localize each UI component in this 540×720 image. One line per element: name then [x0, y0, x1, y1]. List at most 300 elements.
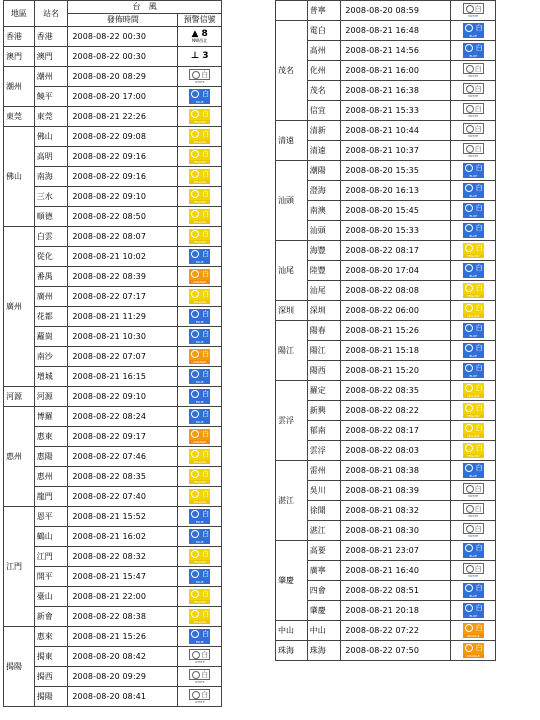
- table-row: [4, 627, 222, 647]
- table-row: [276, 421, 496, 441]
- signal-cell: [178, 267, 222, 287]
- yellow-typhoon-signal-icon: 白 YELLOW: [463, 303, 484, 318]
- station-cell: 惠陽: [34, 447, 68, 467]
- table-row: [4, 187, 222, 207]
- signal-cell: [451, 501, 496, 521]
- time-cell: 2008-08-21 15:18: [341, 341, 451, 361]
- time-cell: 2008-08-21 16:00: [341, 61, 451, 81]
- region-cell: 惠州: [4, 407, 35, 507]
- station-cell: 電白: [307, 21, 341, 41]
- time-cell: 2008-08-22 00:30: [68, 47, 178, 67]
- table-row: [276, 501, 496, 521]
- station-cell: 新會: [34, 607, 68, 627]
- table-row: [4, 127, 222, 147]
- signal-cell: [451, 641, 496, 661]
- region-cell: 澳門: [4, 47, 35, 67]
- time-cell: 2008-08-21 15:26: [68, 627, 178, 647]
- region-cell: 潮州: [4, 67, 35, 107]
- macau-signal-value: 3: [202, 51, 209, 61]
- region-header: 地區: [4, 1, 35, 27]
- station-cell: 香港: [34, 27, 68, 47]
- blue-typhoon-signal-icon: 白 BLUE: [189, 329, 210, 344]
- signal-cell: [451, 161, 496, 181]
- table-row: [4, 387, 222, 407]
- signal-cell: [178, 347, 222, 367]
- time-cell: 2008-08-20 17:04: [341, 261, 451, 281]
- region-cell: 揭陽: [4, 627, 35, 707]
- station-cell: 臺山: [34, 587, 68, 607]
- station-cell: 肇慶: [307, 601, 341, 621]
- station-cell: 羅定: [307, 381, 341, 401]
- station-cell: 澄海: [307, 181, 341, 201]
- table-row: [276, 41, 496, 61]
- blue-typhoon-signal-icon: 白 BLUE: [463, 343, 484, 358]
- station-cell: 番禺: [34, 267, 68, 287]
- station-cell: 增城: [34, 367, 68, 387]
- signal-cell: [451, 301, 496, 321]
- signal-cell: [178, 427, 222, 447]
- time-cell: 2008-08-21 08:39: [341, 481, 451, 501]
- signal-cell: [451, 581, 496, 601]
- signal-cell: [451, 601, 496, 621]
- station-cell: 高要: [307, 541, 341, 561]
- white-typhoon-signal-icon: 白 WHITE: [463, 63, 484, 78]
- time-cell: 2008-08-20 08:42: [68, 647, 178, 667]
- signal-cell: [451, 221, 496, 241]
- white-typhoon-signal-icon: 白 WHITE: [189, 69, 210, 84]
- left-table-body: [4, 27, 222, 707]
- signal-cell: [178, 627, 222, 647]
- station-cell: 龍門: [34, 487, 68, 507]
- table-row: [4, 327, 222, 347]
- station-cell: 博羅: [34, 407, 68, 427]
- blue-typhoon-signal-icon: 白 BLUE: [463, 223, 484, 238]
- time-cell: 2008-08-20 08:59: [341, 1, 451, 21]
- time-cell: 2008-08-20 16:13: [341, 181, 451, 201]
- time-cell: 2008-08-21 10:02: [68, 247, 178, 267]
- station-cell: 南澳: [307, 201, 341, 221]
- station-cell: 開平: [34, 567, 68, 587]
- blue-typhoon-signal-icon: 白 BLUE: [189, 389, 210, 404]
- blue-typhoon-signal-icon: 白 BLUE: [189, 89, 210, 104]
- yellow-typhoon-signal-icon: 白 YELLOW: [189, 609, 210, 624]
- blue-typhoon-signal-icon: 白 BLUE: [189, 369, 210, 384]
- time-cell: 2008-08-22 08:22: [341, 401, 451, 421]
- table-row: [4, 447, 222, 467]
- station-cell: 汕頭: [307, 221, 341, 241]
- table-row: [276, 441, 496, 461]
- signal-cell: [451, 381, 496, 401]
- time-cell: 2008-08-22 07:07: [68, 347, 178, 367]
- table-row: [4, 687, 222, 707]
- station-cell: 吳川: [307, 481, 341, 501]
- blue-typhoon-signal-icon: 白 BLUE: [189, 629, 210, 644]
- region-cell: 廣州: [4, 227, 35, 387]
- yellow-typhoon-signal-icon: 白 YELLOW: [189, 289, 210, 304]
- station-cell: 惠州: [34, 467, 68, 487]
- station-cell: 惠東: [34, 427, 68, 447]
- station-cell: 普寧: [307, 1, 341, 21]
- table-row: [276, 581, 496, 601]
- signal-cell: [451, 81, 496, 101]
- station-cell: 陽江: [307, 341, 341, 361]
- region-cell: 肇慶: [276, 541, 308, 621]
- region-cell: 中山: [276, 621, 308, 641]
- time-cell: 2008-08-21 15:26: [341, 321, 451, 341]
- yellow-typhoon-signal-icon: 白 YELLOW: [189, 209, 210, 224]
- white-typhoon-signal-icon: 白 WHITE: [463, 103, 484, 118]
- blue-typhoon-signal-icon: 白 BLUE: [463, 603, 484, 618]
- table-row: [276, 461, 496, 481]
- table-row: [276, 341, 496, 361]
- station-cell: 河源: [34, 387, 68, 407]
- yellow-typhoon-signal-icon: 白 YELLOW: [189, 129, 210, 144]
- table-row: [4, 367, 222, 387]
- station-cell: 四會: [307, 581, 341, 601]
- table-row: [276, 381, 496, 401]
- right-warning-table: [275, 0, 496, 661]
- station-cell: 潮陽: [307, 161, 341, 181]
- signal-cell: [451, 621, 496, 641]
- time-cell: 2008-08-20 15:35: [341, 161, 451, 181]
- signal-cell: [178, 647, 222, 667]
- signal-cell: [178, 447, 222, 467]
- table-row: [276, 241, 496, 261]
- table-row: [4, 587, 222, 607]
- table-row: [4, 307, 222, 327]
- table-row: [276, 601, 496, 621]
- time-cell: 2008-08-22 08:39: [68, 267, 178, 287]
- table-row: [4, 667, 222, 687]
- time-cell: 2008-08-22 08:07: [68, 227, 178, 247]
- blue-typhoon-signal-icon: 白 BLUE: [463, 583, 484, 598]
- table-row: [4, 407, 222, 427]
- signal-cell: [451, 361, 496, 381]
- station-cell: 潮州: [34, 67, 68, 87]
- signal-cell: [451, 201, 496, 221]
- table-row: [276, 201, 496, 221]
- signal-cell: [178, 247, 222, 267]
- white-typhoon-signal-icon: 白 WHITE: [463, 503, 484, 518]
- table-row: [4, 87, 222, 107]
- region-cell: 湛江: [276, 461, 308, 541]
- time-cell: 2008-08-22 08:35: [341, 381, 451, 401]
- blue-typhoon-signal-icon: 白 BLUE: [189, 529, 210, 544]
- table-row: [4, 607, 222, 627]
- blue-typhoon-signal-icon: 白 BLUE: [189, 409, 210, 424]
- signal-header: 預警信號: [178, 14, 222, 27]
- blue-typhoon-signal-icon: 白 BLUE: [189, 309, 210, 324]
- station-cell: 東莞: [34, 107, 68, 127]
- white-typhoon-signal-icon: 白 WHITE: [463, 123, 484, 138]
- time-cell: 2008-08-21 15:52: [68, 507, 178, 527]
- table-row: [276, 81, 496, 101]
- station-cell: 雲浮: [307, 441, 341, 461]
- time-cell: 2008-08-22 08:17: [341, 241, 451, 261]
- signal-cell: [451, 561, 496, 581]
- time-cell: 2008-08-20 15:45: [341, 201, 451, 221]
- table-row: [4, 267, 222, 287]
- station-cell: 澳門: [34, 47, 68, 67]
- table-row: [276, 321, 496, 341]
- time-cell: 2008-08-21 10:30: [68, 327, 178, 347]
- blue-typhoon-signal-icon: 白 BLUE: [189, 509, 210, 524]
- signal-cell: [451, 521, 496, 541]
- table-row: [4, 247, 222, 267]
- station-cell: 新興: [307, 401, 341, 421]
- blue-typhoon-signal-icon: 白 BLUE: [463, 463, 484, 478]
- signal-cell: [451, 421, 496, 441]
- station-cell: 陽春: [307, 321, 341, 341]
- orange-typhoon-signal-icon: 白 ORANGE: [189, 429, 210, 444]
- signal-cell: [178, 487, 222, 507]
- blue-typhoon-signal-icon: 白 BLUE: [189, 249, 210, 264]
- region-cell: 清遠: [276, 121, 308, 161]
- time-cell: 2008-08-21 16:40: [341, 561, 451, 581]
- hk-typhoon-signal-icon: ▲ 8 NW西北: [178, 29, 221, 43]
- yellow-typhoon-signal-icon: 白 YELLOW: [463, 243, 484, 258]
- signal-cell: [178, 207, 222, 227]
- time-cell: 2008-08-21 08:38: [341, 461, 451, 481]
- table-row: [276, 481, 496, 501]
- time-cell: 2008-08-21 16:48: [341, 21, 451, 41]
- station-cell: 中山: [307, 621, 341, 641]
- signal-cell: [451, 21, 496, 41]
- region-cell: 香港: [4, 27, 35, 47]
- yellow-typhoon-signal-icon: 白 YELLOW: [463, 403, 484, 418]
- time-cell: 2008-08-22 09:10: [68, 387, 178, 407]
- signal-cell: [178, 127, 222, 147]
- signal-cell: [451, 321, 496, 341]
- signal-cell: [451, 481, 496, 501]
- time-cell: 2008-08-22 09:16: [68, 147, 178, 167]
- blue-typhoon-signal-icon: 白 BLUE: [463, 263, 484, 278]
- signal-cell: [178, 227, 222, 247]
- table-row: [4, 567, 222, 587]
- table-row: [4, 647, 222, 667]
- time-cell: 2008-08-22 08:35: [68, 467, 178, 487]
- yellow-typhoon-signal-icon: 白 YELLOW: [189, 449, 210, 464]
- time-cell: 2008-08-22 08:32: [68, 547, 178, 567]
- signal-cell: [178, 327, 222, 347]
- table-row: [276, 301, 496, 321]
- station-cell: 揭東: [34, 647, 68, 667]
- table-row: [4, 147, 222, 167]
- station-cell: 海豐: [307, 241, 341, 261]
- station-cell: 江門: [34, 547, 68, 567]
- signal-cell: [451, 441, 496, 461]
- signal-cell: [451, 61, 496, 81]
- time-cell: 2008-08-21 10:37: [341, 141, 451, 161]
- station-cell: 佛山: [34, 127, 68, 147]
- blue-typhoon-signal-icon: 白 BLUE: [463, 203, 484, 218]
- table-row: [276, 541, 496, 561]
- signal-cell: [178, 467, 222, 487]
- table-row: [276, 621, 496, 641]
- time-cell: 2008-08-22 07:40: [68, 487, 178, 507]
- table-row: [4, 67, 222, 87]
- yellow-typhoon-signal-icon: 白 YELLOW: [189, 469, 210, 484]
- station-header: 站名: [34, 1, 68, 27]
- yellow-typhoon-signal-icon: 白 YELLOW: [189, 109, 210, 124]
- signal-cell: [178, 47, 222, 67]
- signal-cell: [451, 241, 496, 261]
- time-cell: 2008-08-22 07:22: [341, 621, 451, 641]
- signal-cell: [178, 27, 222, 47]
- station-cell: 白雲: [34, 227, 68, 247]
- station-cell: 雷州: [307, 461, 341, 481]
- time-cell: 2008-08-21 15:47: [68, 567, 178, 587]
- white-typhoon-signal-icon: 白 WHITE: [189, 689, 210, 704]
- table-row: [276, 641, 496, 661]
- blue-typhoon-signal-icon: 白 BLUE: [189, 569, 210, 584]
- signal-cell: [178, 507, 222, 527]
- region-cell: 陽江: [276, 321, 308, 381]
- time-cell: 2008-08-21 16:38: [341, 81, 451, 101]
- signal-cell: [451, 341, 496, 361]
- signal-cell: [178, 527, 222, 547]
- signal-cell: [451, 401, 496, 421]
- table-row: [4, 167, 222, 187]
- time-cell: 2008-08-20 17:00: [68, 87, 178, 107]
- time-cell: 2008-08-22 00:30: [68, 27, 178, 47]
- station-cell: 南海: [34, 167, 68, 187]
- time-cell: 2008-08-21 10:44: [341, 121, 451, 141]
- time-cell: 2008-08-20 08:29: [68, 67, 178, 87]
- signal-cell: [451, 101, 496, 121]
- station-cell: 清遠: [307, 141, 341, 161]
- region-cell: [276, 1, 308, 21]
- station-cell: 蘿崗: [34, 327, 68, 347]
- time-cell: 2008-08-22 08:51: [341, 581, 451, 601]
- yellow-typhoon-signal-icon: 白 YELLOW: [189, 229, 210, 244]
- table-row: [4, 107, 222, 127]
- table-row: [276, 61, 496, 81]
- time-cell: 2008-08-21 08:32: [341, 501, 451, 521]
- region-cell: 珠海: [276, 641, 308, 661]
- table-row: [276, 281, 496, 301]
- table-row: [276, 141, 496, 161]
- time-cell: 2008-08-21 22:00: [68, 587, 178, 607]
- table-row: [276, 121, 496, 141]
- signal-cell: [451, 1, 496, 21]
- signal-cell: [178, 107, 222, 127]
- macau-typhoon-signal-icon: ⊥ 3: [190, 51, 209, 61]
- table-row: [276, 1, 496, 21]
- time-cell: 2008-08-22 09:10: [68, 187, 178, 207]
- time-cell: 2008-08-22 07:46: [68, 447, 178, 467]
- signal-cell: [178, 147, 222, 167]
- signal-cell: [178, 667, 222, 687]
- typhoon-header: 台 風: [68, 1, 222, 14]
- station-cell: 深圳: [307, 301, 341, 321]
- yellow-typhoon-signal-icon: 白 YELLOW: [189, 549, 210, 564]
- yellow-typhoon-signal-icon: 白 YELLOW: [189, 169, 210, 184]
- blue-typhoon-signal-icon: 白 BLUE: [463, 183, 484, 198]
- time-cell: 2008-08-21 14:56: [341, 41, 451, 61]
- table-row: [276, 521, 496, 541]
- signal-cell: [178, 387, 222, 407]
- station-cell: 廣州: [34, 287, 68, 307]
- yellow-typhoon-signal-icon: 白 YELLOW: [463, 443, 484, 458]
- signal-cell: [178, 367, 222, 387]
- time-cell: 2008-08-22 07:50: [341, 641, 451, 661]
- time-cell: 2008-08-21 11:29: [68, 307, 178, 327]
- region-cell: 茂名: [276, 21, 308, 121]
- station-cell: 廣寧: [307, 561, 341, 581]
- station-cell: 郁南: [307, 421, 341, 441]
- time-cell: 2008-08-22 09:08: [68, 127, 178, 147]
- table-row: [4, 427, 222, 447]
- table-row: [4, 467, 222, 487]
- signal-cell: [178, 567, 222, 587]
- time-cell: 2008-08-21 15:33: [341, 101, 451, 121]
- signal-cell: [451, 41, 496, 61]
- table-row: [276, 221, 496, 241]
- station-cell: 惠來: [34, 627, 68, 647]
- station-cell: 鶴山: [34, 527, 68, 547]
- station-cell: 高明: [34, 147, 68, 167]
- station-cell: 從化: [34, 247, 68, 267]
- station-cell: 清新: [307, 121, 341, 141]
- left-warning-table: [3, 0, 222, 707]
- time-header: 發佈時間: [68, 14, 178, 27]
- station-cell: 順德: [34, 207, 68, 227]
- signal-cell: [178, 287, 222, 307]
- signal-cell: [178, 607, 222, 627]
- region-cell: 汕頭: [276, 161, 308, 241]
- station-cell: 揭陽: [34, 687, 68, 707]
- signal-cell: [178, 407, 222, 427]
- signal-cell: [178, 67, 222, 87]
- table-row: [276, 261, 496, 281]
- station-cell: 揭西: [34, 667, 68, 687]
- table-row: [276, 21, 496, 41]
- blue-typhoon-signal-icon: 白 BLUE: [463, 363, 484, 378]
- orange-typhoon-signal-icon: 白 ORANGE: [463, 643, 484, 658]
- white-typhoon-signal-icon: 白 WHITE: [463, 143, 484, 158]
- signal-cell: [178, 587, 222, 607]
- time-cell: 2008-08-22 08:38: [68, 607, 178, 627]
- station-cell: 南沙: [34, 347, 68, 367]
- table-row: [4, 347, 222, 367]
- blue-typhoon-signal-icon: 白 BLUE: [463, 323, 484, 338]
- signal-cell: [451, 541, 496, 561]
- blue-typhoon-signal-icon: 白 BLUE: [463, 43, 484, 58]
- station-cell: 恩平: [34, 507, 68, 527]
- region-cell: 雲浮: [276, 381, 308, 461]
- station-cell: 陽西: [307, 361, 341, 381]
- table-row: [4, 27, 222, 47]
- table-row: [4, 47, 222, 67]
- signal-cell: [178, 687, 222, 707]
- table-row: [4, 227, 222, 247]
- table-row: [4, 527, 222, 547]
- region-cell: 東莞: [4, 107, 35, 127]
- white-typhoon-signal-icon: 白 WHITE: [463, 563, 484, 578]
- time-cell: 2008-08-22 07:17: [68, 287, 178, 307]
- signal-cell: [178, 307, 222, 327]
- yellow-typhoon-signal-icon: 白 YELLOW: [463, 423, 484, 438]
- table-row: [276, 101, 496, 121]
- right-table-body: [276, 1, 496, 661]
- yellow-typhoon-signal-icon: 白 YELLOW: [189, 589, 210, 604]
- station-cell: 湛江: [307, 521, 341, 541]
- table-row: [4, 207, 222, 227]
- station-cell: 化州: [307, 61, 341, 81]
- station-cell: 高州: [307, 41, 341, 61]
- signal-cell: [178, 87, 222, 107]
